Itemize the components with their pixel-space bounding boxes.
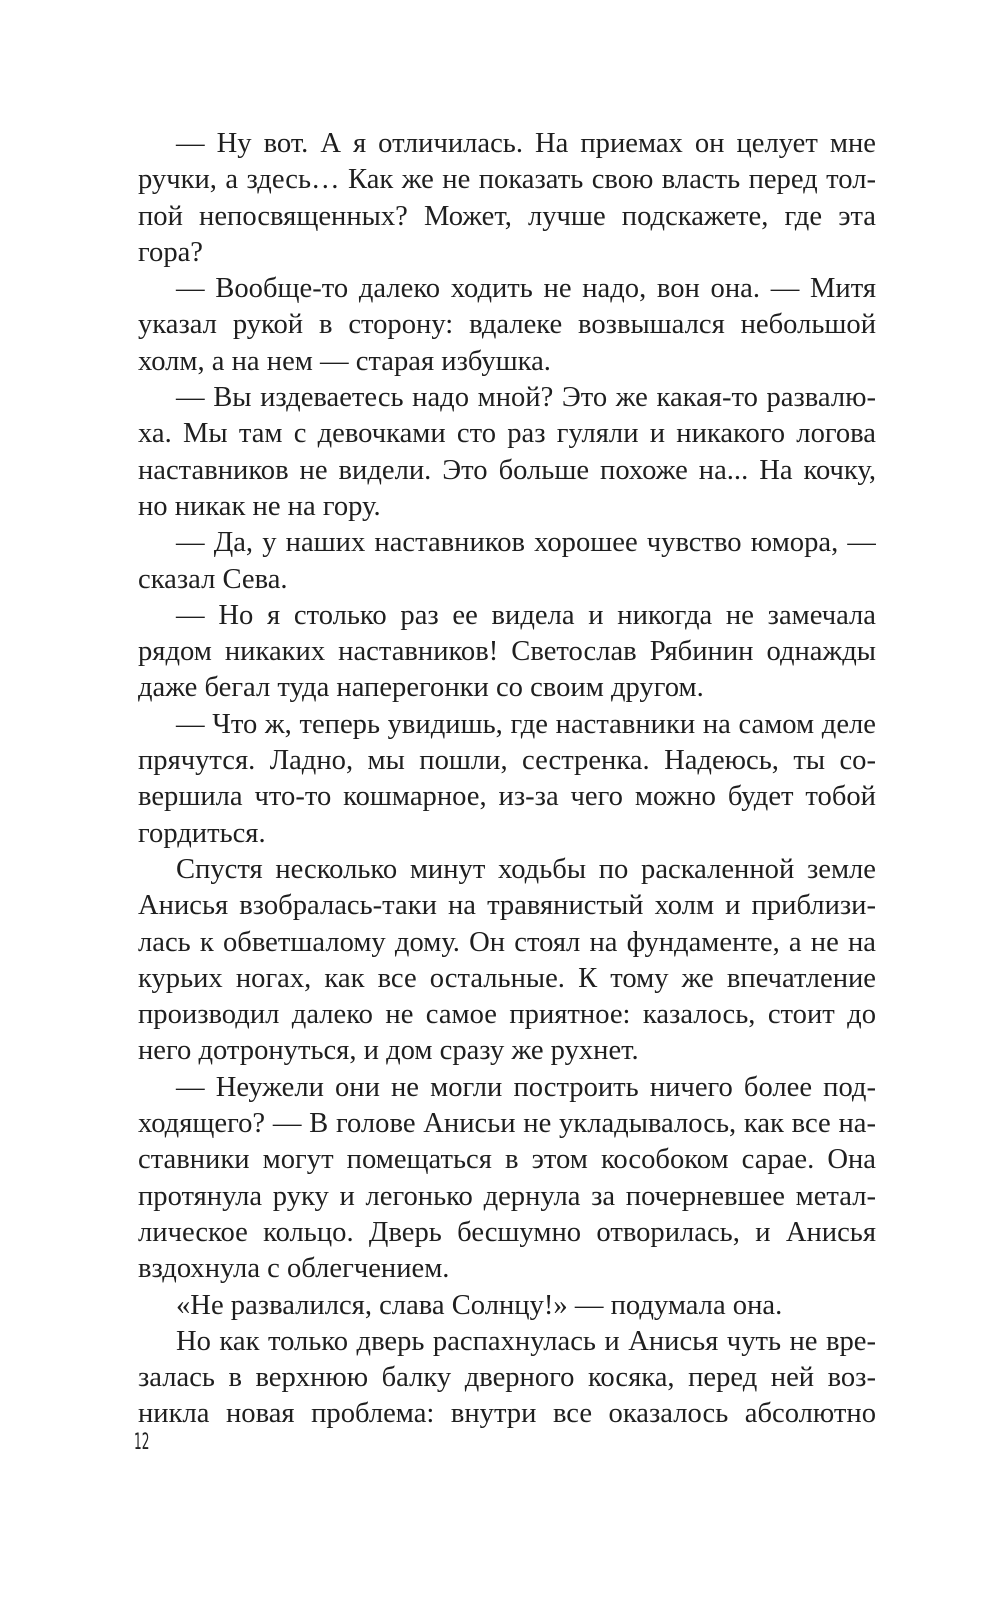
text-line: производил далеко не самое приятное: казалось, стоит до [138, 999, 876, 1031]
text-line: лась к обветшалому дому. Он стоял на фундаменте, а не на [138, 926, 876, 958]
text-line: ставники могут помещаться в этом кособоком сарае. Она [138, 1144, 876, 1176]
text-line: курьих ногах, как все остальные. К тому же впечатление [138, 962, 876, 994]
text-line: вздохнула с облегчением. [138, 1253, 450, 1285]
body-text [138, 126, 876, 1433]
text-line: наставников не видели. Это больше похоже на... На кочку, [138, 454, 876, 486]
text-line: лическое кольцо. Дверь бесшумно отворилась, и Анисья [138, 1216, 876, 1248]
text-line: указал рукой в сторону: вдалеке возвышался небольшой [138, 309, 876, 341]
text-line: — Но я столько раз ее видела и никогда не замечала [176, 599, 876, 631]
text-line: ха. Мы там с девочками сто раз гуляли и никакого логова [138, 418, 876, 450]
text-line: но никак не на гору. [138, 490, 381, 522]
text-line: — Ну вот. А я отличилась. На приемах он целует мне [176, 128, 876, 159]
text-line: даже бегал туда наперегонки со своим другом. [138, 672, 704, 704]
text-line: ходящего? — В голове Анисьи не укладывалось, как все на- [138, 1108, 876, 1140]
text-line: ручки, а здесь… Как же не показать свою власть перед тол- [138, 164, 876, 196]
text-line: — Да, у наших наставников хорошее чувство юмора, — [176, 527, 876, 559]
text-line: пой непосвященных? Может, лучше подскажете, где эта [138, 200, 876, 232]
text-line: прячутся. Ладно, мы пошли, сестренка. Надеюсь, ты со- [138, 745, 876, 777]
text-line: гора? [138, 236, 203, 268]
text-line: залась в верхнюю балку дверного косяка, перед ней воз- [138, 1362, 876, 1394]
text-line: гордиться. [138, 817, 266, 849]
text-line: вершила что-то кошмарное, из-за чего можно будет тобой [138, 781, 876, 813]
text-line: Анисья взобралась-таки на травянистый холм и приблизи- [138, 890, 876, 922]
text-line: — Неужели они не могли построить ничего более под- [176, 1071, 876, 1103]
text-line: — Что ж, теперь увидишь, где наставники на самом деле [176, 708, 876, 740]
text-line: него дотронуться, и дом сразу же рухнет. [138, 1035, 639, 1067]
text-line: «Не развалился, слава Солнцу!» — подумала она. [176, 1289, 783, 1321]
page-number: 12 [134, 1430, 150, 1455]
text-line: рядом никаких наставников! Светослав Рябинин однажды [138, 636, 876, 668]
text-line: — Вы издеваетесь надо мной? Это же какая-то развалю- [176, 382, 876, 414]
text-line: холм, а на нем — старая избушка. [138, 345, 551, 377]
text-line: протянула руку и легонько дернула за почерневшее метал- [138, 1180, 876, 1212]
text-line: Спустя несколько минут ходьбы по раскаленной земле [176, 853, 876, 885]
text-line: Но как только дверь распахнулась и Анисья чуть не вре- [176, 1325, 876, 1357]
text-line: сказал Сева. [138, 563, 288, 595]
text-line: никла новая проблема: внутри все оказалось абсолютно [138, 1398, 876, 1430]
text-line: — Вообще-то далеко ходить не надо, вон она. — Митя [176, 273, 876, 305]
